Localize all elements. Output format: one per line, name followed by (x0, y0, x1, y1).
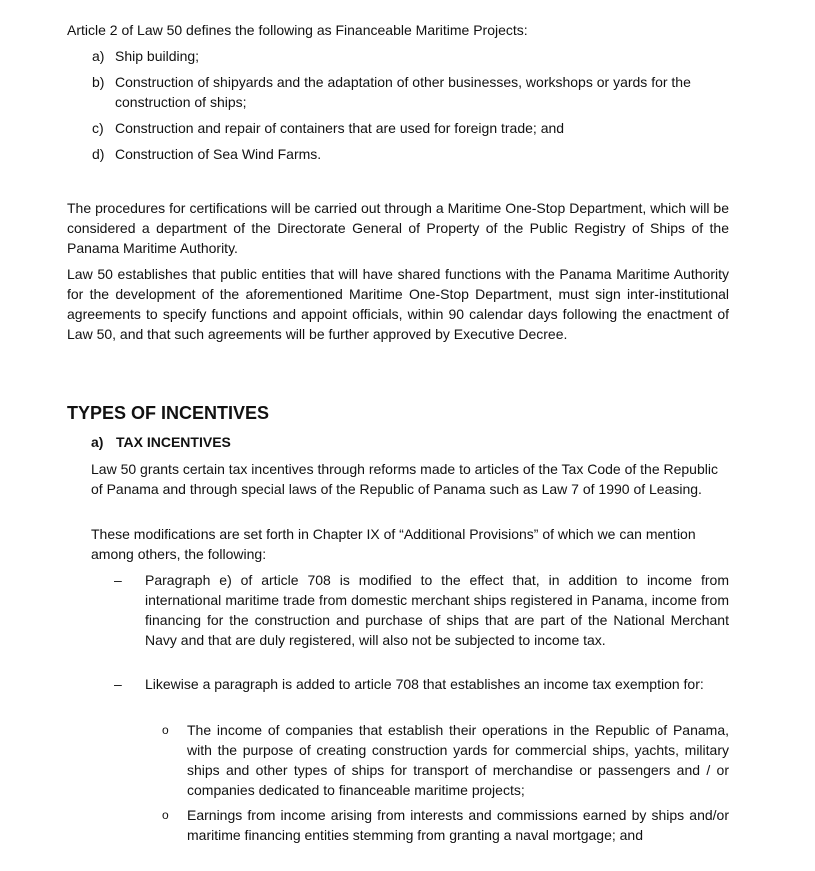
list-item-label: a) (92, 48, 105, 64)
list-item-label: b) (92, 74, 105, 90)
list-item (114, 570, 729, 650)
list-item (162, 805, 729, 845)
list-item-label: d) (92, 146, 105, 162)
list-item-text: Earnings from income arising from interests and commissions earned by ships and/or maritime financing entities stemming from granting a naval mortgage; and (187, 807, 729, 843)
dash-marker: – (114, 676, 122, 692)
list-item-text: Construction of Sea Wind Farms. (115, 146, 322, 162)
list-item (92, 118, 737, 138)
procedures-paragraph: The procedures for certifications will be carried out through a Maritime One-Stop Department, which will be considered a department of the Directorate General of Property of the Public Registry of Ships of the Panama Maritime Authority. (67, 200, 729, 256)
list-item (162, 720, 729, 800)
tax-paragraph: Law 50 grants certain tax incentives through reforms made to articles of the Tax Code of the Republic of Panama and through special laws of the Republic of Panama such as Law 7 of 1990 of Leasing. (91, 461, 718, 497)
list-item (92, 144, 737, 164)
list-item-label: c) (92, 120, 104, 136)
list-item-text: Ship building; (115, 48, 200, 64)
circle-marker: o (162, 808, 169, 822)
list-item (92, 72, 737, 112)
list-item (114, 674, 729, 694)
section-heading: TYPES OF INCENTIVES (67, 403, 270, 423)
circle-marker: o (162, 723, 169, 737)
subsection-title: TAX INCENTIVES (116, 434, 231, 450)
subsection-heading (91, 432, 231, 452)
list-item (92, 46, 737, 66)
list-item-text: Construction of shipyards and the adaptation of other businesses, workshops or yards for the construction of ships; (115, 74, 691, 110)
list-item-text: Paragraph e) of article 708 is modified to the effect that, in addition to income from international maritime trade from domestic merchant ships registered in Panama, income from financing for the construction and purchase of ships that are part of the National Merchant Navy and that are duly registered, will also not be subjected to income tax. (145, 572, 729, 648)
dash-marker: – (114, 572, 122, 588)
subsection-label: a) (91, 434, 104, 450)
list-item-text: Construction and repair of containers that are used for foreign trade; and (115, 120, 565, 136)
entities-paragraph: Law 50 establishes that public entities that will have shared functions with the Panama Maritime Authority for the development of the aforementioned Maritime One-Stop Department, must sign inter-institutional agreements to specify functions and appoint officials, within 90 calendar days following the enactment of Law 50, and that such agreements will be further approved by Executive Decree. (67, 266, 729, 342)
list-item-text: The income of companies that establish their operations in the Republic of Panama, with the purpose of creating construction yards for commercial ships, yachts, military ships and other types of ships for transport of merchandise or passengers and / or companies dedicated to financeable maritime projects; (187, 722, 729, 798)
list-item-text: Likewise a paragraph is added to article 708 that establishes an income tax exemption for: (145, 676, 704, 692)
intro-paragraph: Article 2 of Law 50 defines the following as Financeable Maritime Projects: (67, 22, 528, 38)
financeable-projects-list (92, 46, 737, 170)
modifications-paragraph: These modifications are set forth in Chapter IX of “Additional Provisions” of which we can mention among others, the following: (91, 526, 696, 562)
